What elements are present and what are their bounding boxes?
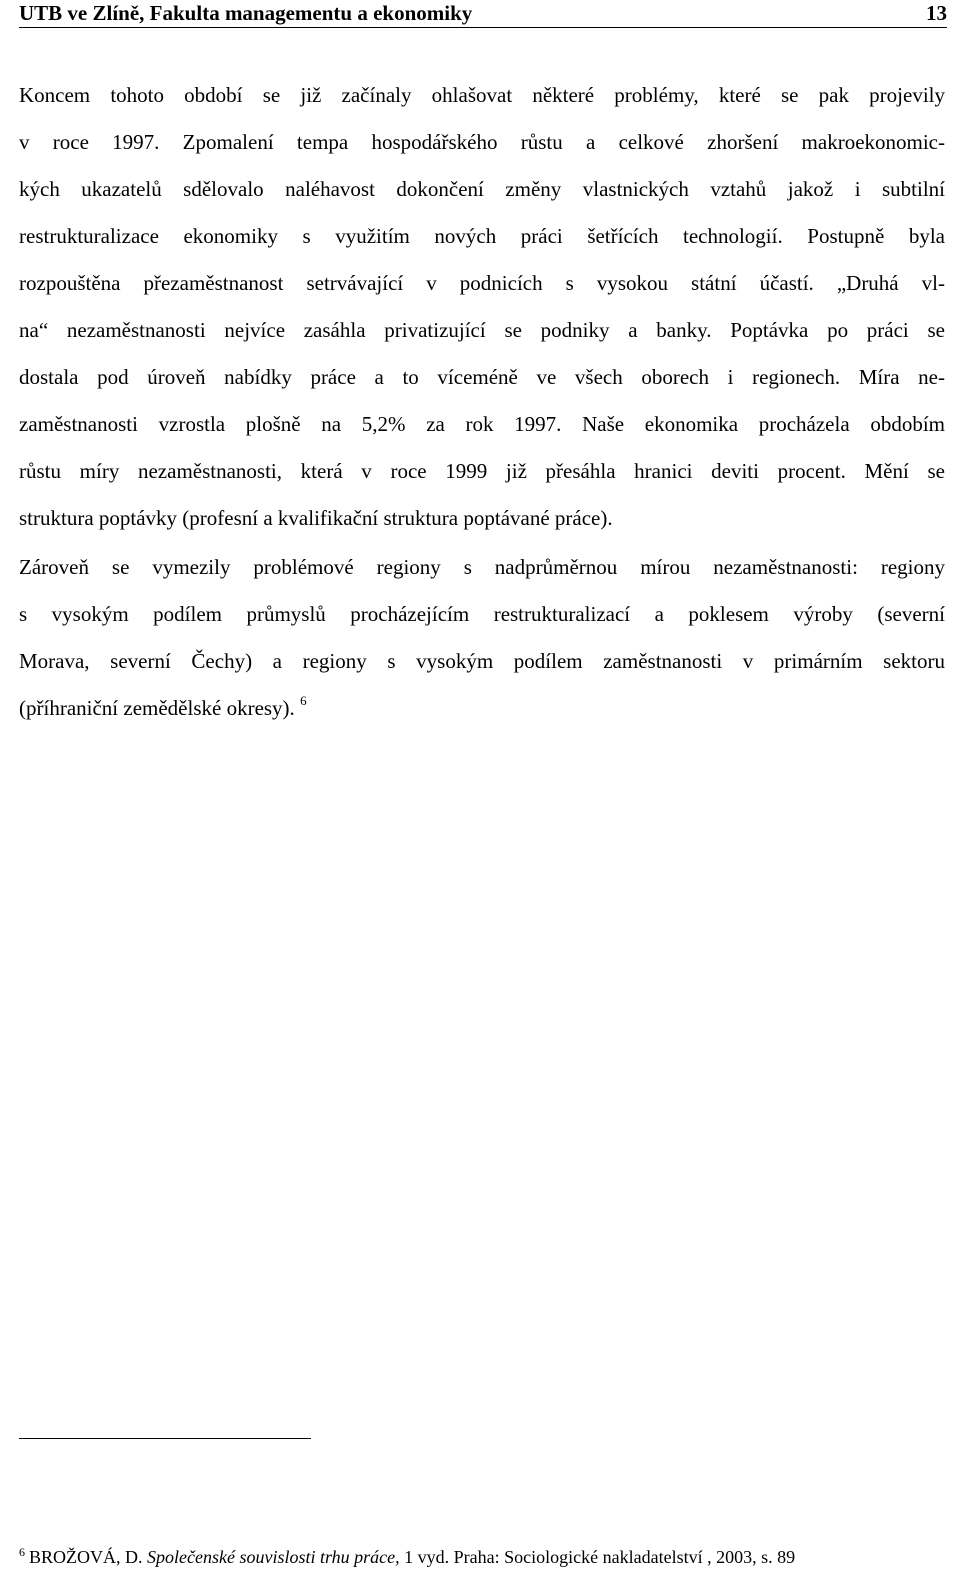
text-line: růstu míry nezaměstnanosti, která v roce 1999 již přesáhla hranici deviti procent. Mění se bbox=[19, 459, 945, 483]
text-line-with-ref bbox=[19, 685, 945, 732]
text-line: dostala pod úroveň nabídky práce a to víceméně ve všech oborech i regionech. Míra ne- bbox=[19, 365, 945, 389]
text-line: zaměstnanosti vzrostla plošně na 5,2% za rok 1997. Naše ekonomika procházela obdobím bbox=[19, 412, 945, 436]
text-line: Zároveň se vymezily problémové regiony s nadprůměrnou mírou nezaměstnanosti: regiony bbox=[19, 555, 945, 579]
document-title: UTB ve Zlíně, Fakulta managementu a ekonomiky bbox=[19, 1, 473, 25]
footnote-reference[interactable]: 6 bbox=[300, 693, 307, 708]
text-line: struktura poptávky (profesní a kvalifikační struktura poptávané práce). bbox=[19, 506, 613, 530]
footnote-title: Společenské souvislosti trhu práce bbox=[147, 1547, 396, 1567]
text-line: (příhraniční zemědělské okresy). bbox=[19, 696, 295, 720]
paragraph-2 bbox=[19, 544, 945, 732]
text-line: kých ukazatelů sdělovalo naléhavost dokončení změny vlastnických vztahů jakož i subtilní bbox=[19, 177, 945, 201]
text-line: restrukturalizace ekonomiky s využitím nových práci šetřících technologií. Postupně byla bbox=[19, 224, 945, 248]
text-line: Koncem tohoto období se již začínaly ohlašovat některé problémy, které se pak projevily bbox=[19, 83, 945, 107]
footnote-details: , 1 vyd. Praha: Sociologické nakladatelství , 2003, s. 89 bbox=[395, 1547, 796, 1567]
footnote bbox=[19, 1545, 954, 1569]
footnote-marker: 6 bbox=[19, 1545, 25, 1559]
page-header bbox=[19, 0, 947, 28]
text-line: s vysokým podílem průmyslů procházejícím restrukturalizací a poklesem výroby (severní bbox=[19, 602, 945, 626]
text-line: Morava, severní Čechy) a regiony s vysokým podílem zaměstnanosti v primárním sektoru bbox=[19, 649, 945, 673]
paragraph-1 bbox=[19, 72, 945, 542]
text-line: rozpouštěna přezaměstnanost setrvávající v podnicích s vysokou státní účastí. „Druhá vl- bbox=[19, 271, 945, 295]
text-line: v roce 1997. Zpomalení tempa hospodářského růstu a celkové zhoršení makroekonomic- bbox=[19, 130, 945, 154]
footnote-divider bbox=[19, 1438, 311, 1439]
footnote-author: BROŽOVÁ, D. bbox=[29, 1547, 143, 1567]
text-line: na“ nezaměstnanosti nejvíce zasáhla privatizující se podniky a banky. Poptávka po práci se bbox=[19, 318, 945, 342]
page-number: 13 bbox=[926, 1, 947, 25]
